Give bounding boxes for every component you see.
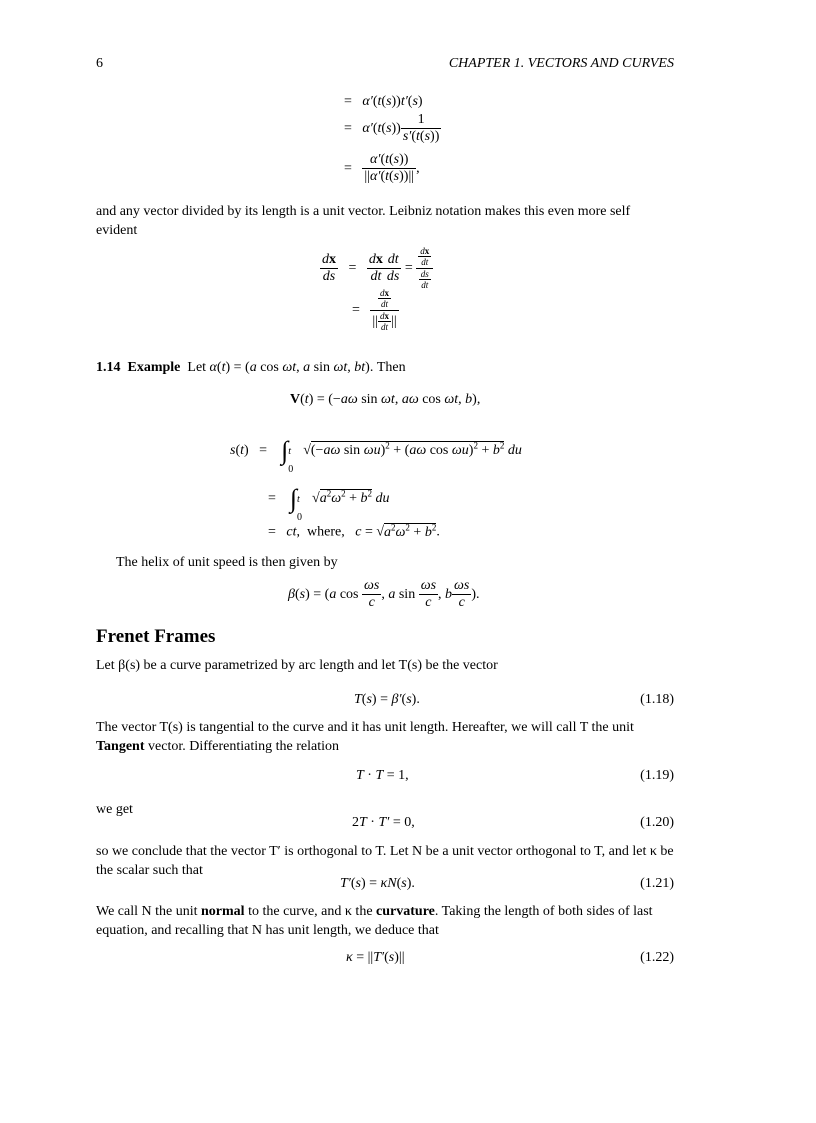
frenet-intro-paragraph: Let β(s) be a curve parametrized by arc length and let T(s) be the vector (96, 658, 498, 673)
equation-number-1-20: (1.20) (640, 815, 674, 830)
page-number: 6 (96, 56, 103, 71)
leibniz-intro-paragraph: and any vector divided by its length is a unit vector. Leibniz notation makes this even more self evident (96, 204, 631, 238)
equation-1-19: T · T = 1, (356, 768, 409, 783)
helix-intro: The helix of unit speed is then given by (116, 555, 338, 570)
equation-1-18: T(s) = β′(s). (354, 692, 420, 707)
normal-curvature-paragraph: We call N the unit normal to the curve, and κ the curvature. Taking the length of both sides of last equation, and recalling that N has unit length, we deduce that (96, 904, 653, 938)
equation-1-22: κ = ||T′(s)|| (346, 950, 405, 965)
arc-length-line-3: = ct, where, $c = √a^2\omega^2 + b^2$. (268, 522, 440, 540)
derivation-line-2: = α′(t(s)) $\frac{1}{s'(t(s))}$ (344, 112, 440, 145)
we-get-text: we get (96, 802, 133, 817)
derivation-line-1: = α′(t(s))t′(s) (344, 94, 423, 109)
equation-1-21: T′(s) = κN(s). (340, 876, 415, 891)
section-title: Frenet Frames (96, 626, 216, 647)
chapter-title: CHAPTER 1. VECTORS AND CURVES (448, 56, 674, 71)
arc-length-line-1: s(t) = ∫ t 0 √(−aω sin ωu)$^2$ + (aω $\cos \omega u)^2 + b^2$ du (230, 436, 522, 475)
equation-number-1-18: (1.18) (640, 692, 674, 707)
tangent-paragraph: The vector T(s) is tangential to the curve and it has unit length. Hereafter, we will call T the unit Tangent vector. Differentiating the relation (96, 720, 634, 754)
equation-number-1-19: (1.19) (640, 768, 674, 783)
helix-unit-speed-equation: β(s) = (a cos $\frac{\omega s}{c}$ , a sin $\frac{\omega s}{c}$ , b $\frac{\omega s}{c}$ ). (288, 578, 480, 611)
where-label: where, (307, 524, 345, 540)
leibniz-line-1: $\frac{dx}{ds}$ = $\frac{dx}{dt}$ $\frac{dt}{ds}$ = $\frac{\frac{dx}{dt}}{\frac{ds}{dt}}$ (320, 246, 433, 290)
equation-number-1-21: (1.21) (640, 876, 674, 891)
equation-1-20: 2T · T′ = 0, (352, 815, 415, 830)
orthogonal-paragraph: so we conclude that the vector T′ is orthogonal to T. Let N be a unit vector orthogonal to T, and let κ be the scalar such that (96, 844, 674, 878)
leibniz-line-2: = $\frac{dx}{dt}$ || $\frac{dx}{dt}$ || (352, 288, 397, 333)
equation-number-1-22: (1.22) (640, 950, 674, 965)
derivation-line-3: = $\frac{\alpha'(t(s))}{||\alpha'(t(s))||}$ , (344, 152, 420, 185)
arc-length-line-2: = ∫ t 0 $√a^2\omega^2 + b^2$ du (268, 484, 390, 523)
velocity-equation: V(t) = (−aω sin ωt, aω cos ωt, b), (290, 392, 481, 407)
example-1-14: 1.14 Example Let α(t) = (a cos ωt, a sin ωt, bt). Then (96, 360, 406, 375)
